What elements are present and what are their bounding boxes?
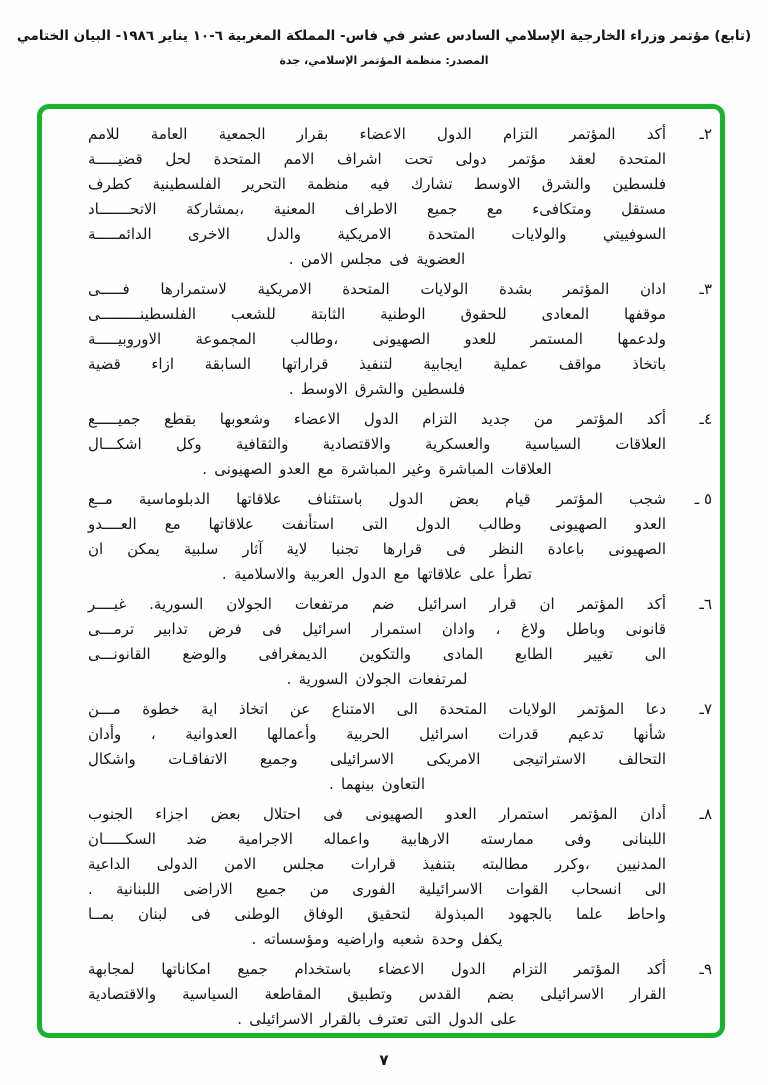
text-line: يكفل وحدة شعبه واراضيه ومؤسساته . xyxy=(251,930,503,948)
text-line: التعاون بينهما . xyxy=(328,775,426,793)
text-line: على الدول التى تعترف بالقرار الاسرائيلى . xyxy=(237,1010,517,1028)
list-item xyxy=(88,592,712,692)
text-line: الصهيونى باعادة النظر فى قرارها تجنبا لاية آثار سلبية يمكن ان xyxy=(88,540,666,558)
list-item xyxy=(88,407,712,482)
text-line: شجب المؤتمر قيام بعض الدول باستئناف علاقاتها الدبلوماسية مــع xyxy=(88,490,666,508)
item-text xyxy=(88,697,666,797)
text-line: فلسطين والشرق الاوسط تشارك فيه منظمة التحرير الفلسطينية كطرف xyxy=(88,175,666,193)
list-item xyxy=(88,487,712,587)
text-line: أكد المؤتمر من جديد التزام الدول الاعضاء وشعوبها بقطع جميـــــع xyxy=(88,410,666,428)
list-item xyxy=(88,802,712,952)
text-line: الى تغيير الطابع المادى والتكوين الديمغرافى والوضع القانونـــى xyxy=(88,645,666,663)
list-item xyxy=(88,122,712,272)
item-number: ٦ـ xyxy=(699,595,712,613)
text-line: أكد المؤتمر التزام الدول الاعضاء باستخدام جميع امكاناتها لمجابهة xyxy=(88,960,666,978)
document-title: (تابع) مؤتمر وزراء الخارجية الإسلامي السادس عشر في فاس- المملكة المغربية ٦-١٠ يناير ١٩٨٦- البيان الختامي xyxy=(16,28,752,44)
item-text xyxy=(88,407,666,482)
resolution-items-list xyxy=(42,109,720,1033)
item-number: ٩ـ xyxy=(699,960,712,978)
text-line: العلاقات السياسية والعسكرية والاقتصادية والثقافية وكل اشكـــال xyxy=(88,435,666,453)
text-line: ادان المؤتمر بشدة الولايات المتحدة الامريكية لاستمرارها فـــــى xyxy=(88,280,666,298)
text-line: واحاط علما بالجهود المبذولة لتحقيق الوفاق الوطنى فى لبنان بمــا xyxy=(88,905,666,923)
item-text xyxy=(88,957,666,1032)
text-line: العلاقات المباشرة وغير المباشرة مع العدو الصهيونى . xyxy=(202,460,552,478)
text-line: العضوية فى مجلس الامن . xyxy=(288,250,466,268)
document-source: المصدر: منظمة المؤتمر الإسلامي، جدة xyxy=(279,54,489,67)
text-line: السوفييتي والولايات المتحدة الامريكية والدل الاخرى الدائمـــــة xyxy=(88,225,666,243)
item-number: ٢ـ xyxy=(699,125,712,143)
text-line: لمرتفعات الجولان السورية . xyxy=(286,670,468,688)
text-line: اللبنانى وفى ممارسته الارهابية واعماله الاجرامية ضد السكـــــان xyxy=(88,830,666,848)
item-number: ٥ ـ xyxy=(694,490,712,508)
list-item xyxy=(88,697,712,797)
list-item xyxy=(88,957,712,1032)
list-item xyxy=(88,277,712,402)
text-line: شأنها تدعيم قدرات اسرائيل الحربية وأعمالها العدوانية ، وأدان xyxy=(88,725,666,743)
text-line: قانونى وباطل ولاغ ، وادان استمرار اسرائيل فى فرض تدابير ترمـــى xyxy=(88,620,666,638)
text-line: القرار الاسرائيلى بضم القدس وتطبيق المقاطعة السياسية والاقتصادية xyxy=(88,985,666,1003)
text-line: مستقل ومتكافىء مع جميع الاطراف المعنية ،بمشاركة الاتحـــــــاد xyxy=(88,200,666,218)
text-line: باتخاذ مواقف عملية ايجابية لتنفيذ قراراتها السابقة ازاء قضية xyxy=(88,355,666,373)
item-number: ٤ـ xyxy=(699,410,712,428)
item-text xyxy=(88,592,666,692)
text-line: فلسطين والشرق الاوسط . xyxy=(288,380,466,398)
item-text xyxy=(88,277,666,402)
item-text xyxy=(88,802,666,952)
text-line: الى انسحاب القوات الاسرائيلية الفورى من جميع الاراضى اللبنانية . xyxy=(88,880,666,898)
item-number: ٧ـ xyxy=(699,700,712,718)
item-text xyxy=(88,122,666,272)
item-number: ٣ـ xyxy=(699,280,712,298)
text-line: أدان المؤتمر استمرار العدو الصهيونى فى احتلال بعض اجزاء الجنوب xyxy=(88,805,666,823)
page-number: ٧ xyxy=(379,1051,389,1069)
text-line: التحالف الاستراتيجى الامريكى الاسرائيلى وجميع الاتفاقـات واشكال xyxy=(88,750,666,768)
text-line: المدنيين ،وكرر مطالبته بتنفيذ قرارات مجلس الامن الدولى الداعية xyxy=(88,855,666,873)
text-line: تطرأ على علاقاتها مع الدول العربية والاسلامية . xyxy=(221,565,533,583)
text-line: العدو الصهيونى وطالب الدول التى استأنفت علاقاتها مع العــــدو xyxy=(88,515,666,533)
text-line: أكد المؤتمر التزام الدول الاعضاء بقرار الجمعية العامة للامم xyxy=(88,125,666,143)
text-line: أكد المؤتمر ان قرار اسرائيل ضم مرتفعات الجولان السورية. غيــــر xyxy=(88,595,666,613)
item-number: ٨ـ xyxy=(699,805,712,823)
text-line: دعا المؤتمر الولايات المتحدة الى الامتناع عن اتخاذ اية خطوة مـــن xyxy=(88,700,666,718)
text-line: ولدعمها المستمر للعدو الصهيونى ،وطالب المجموعة الاوروبيـــــة xyxy=(88,330,666,348)
document-header xyxy=(10,26,758,67)
text-line: موقفها المعادى للحقوق الوطنية الثابتة للشعب الفلسطينـــــــــى xyxy=(88,305,666,323)
item-text xyxy=(88,487,666,587)
text-line: المتحدة لعقد مؤتمر دولى تحت اشراف الامم المتحدة لحل قضيـــــة xyxy=(88,150,666,168)
